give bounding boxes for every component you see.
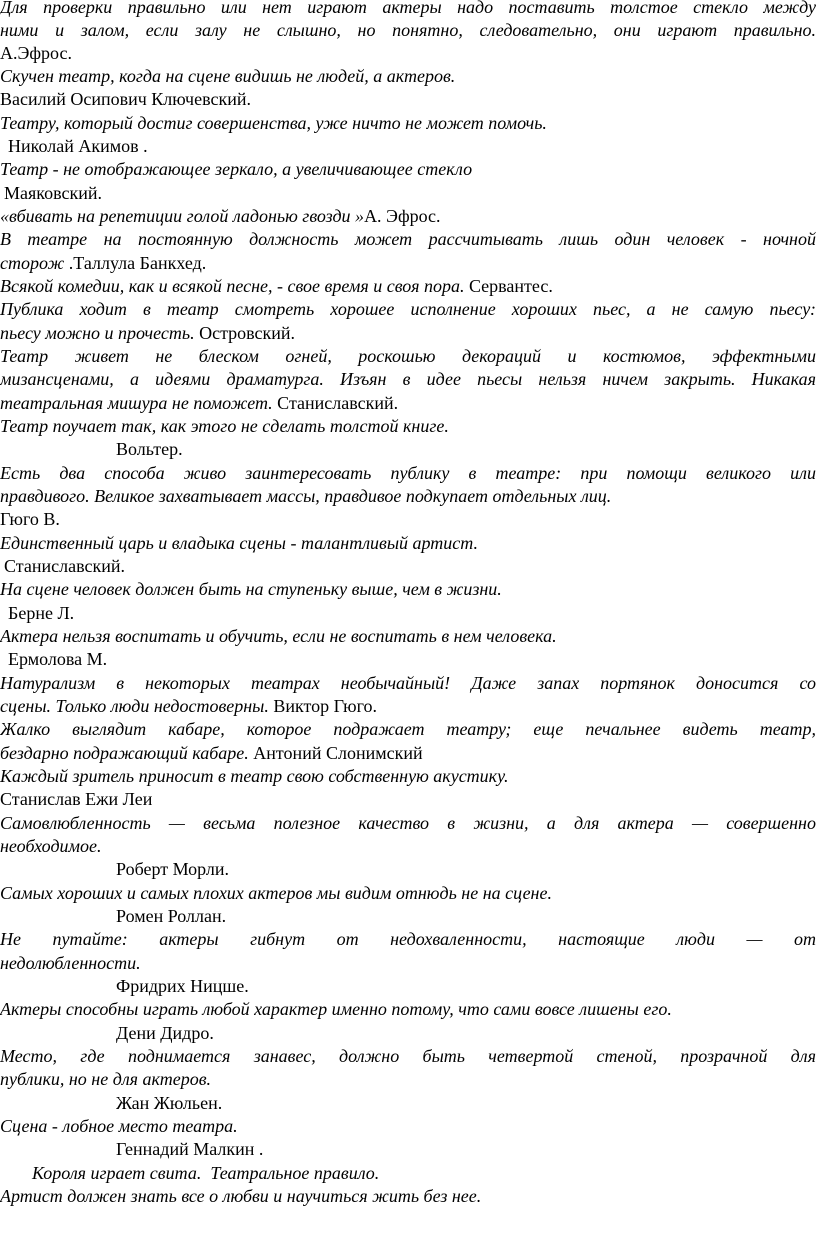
quote-23: Сцена - лобное место театра. xyxy=(0,1116,238,1136)
quote-18-line-2: необходимое. xyxy=(0,836,102,856)
quote-15-line-2: сцены. Только люди недостоверны. Виктор Гюго. xyxy=(0,696,378,716)
quote-8-line-2: пьесу можно и прочесть. Островский. xyxy=(0,323,296,343)
quote-11-line-1: Есть два способа живо заинтересовать публику в театре: при помощи великого или xyxy=(0,463,816,483)
quote-10: Театр поучает так, как этого не сделать толстой книге. xyxy=(0,416,449,436)
quote-17: Каждый зритель приносит в театр свою собственную акустику. xyxy=(0,766,509,786)
quote-10-author: Вольтер. xyxy=(116,439,183,459)
quote-19: Самых хороших и самых плохих актеров мы видим отнюдь не на сцене. xyxy=(0,883,552,903)
quote-1-line-2: ними и залом, если залу не слышно, но понятно, следовательно, они играют правильно. xyxy=(0,20,816,40)
quote-9-line-2: мизансценами, а идеями драматурга. Изъян в идее пьесы нельзя ничем закрыть. Никакая xyxy=(0,369,816,389)
quote-14-author: Ермолова М. xyxy=(8,649,108,669)
quote-18-author: Роберт Морли. xyxy=(116,859,230,879)
quote-4: Театр - не отображающее зеркало, а увеличивающее стекло xyxy=(0,159,473,179)
quote-8-line-1: Публика ходит в театр смотреть хорошее исполнение хороших пьес, а не самую пьесу: xyxy=(0,299,816,319)
quote-4-author: Маяковский. xyxy=(4,183,102,203)
quote-20-line-2: недолюбленности. xyxy=(0,953,141,973)
quote-2: Скучен театр, когда на сцене видишь не людей, а актеров. xyxy=(0,66,456,86)
quote-20-line-1: Не путайте: актеры гибнут от недохваленности, настоящие люди — от xyxy=(0,929,816,949)
quote-24: Короля играет свита. Театральное правило. xyxy=(32,1163,380,1183)
quote-11-line-2: правдивого. Великое захватывает массы, правдивое подкупает отдельных лиц. xyxy=(0,486,612,506)
quote-5: «вбивать на репетиции голой ладонью гвозди »А. Эфрос. xyxy=(0,206,441,226)
quote-13: На сцене человек должен быть на ступеньку выше, чем в жизни. xyxy=(0,579,502,599)
quote-15-line-1: Натурализм в некоторых театрах необычайный! Даже запах портянок доносится со xyxy=(0,673,816,693)
quote-1-author: А.Эфрос. xyxy=(0,43,72,63)
quote-12-author: Станиславский. xyxy=(4,556,125,576)
quote-22-author: Жан Жюльен. xyxy=(116,1093,223,1113)
quote-9-line-3: театральная мишура не поможет. Станиславский. xyxy=(0,393,399,413)
quote-6-line-1: В театре на постоянную должность может рассчитывать лишь один человек - ночной xyxy=(0,229,816,249)
quote-14: Актера нельзя воспитать и обучить, если не воспитать в нем человека. xyxy=(0,626,557,646)
quote-3-author: Николай Акимов . xyxy=(8,136,148,156)
quote-13-author: Берне Л. xyxy=(8,603,75,623)
quote-16-line-1: Жалко выглядит кабаре, которое подражает театру; еще печальнее видеть театр, xyxy=(0,719,816,739)
quote-12: Единственный царь и владыка сцены - талантливый артист. xyxy=(0,533,479,553)
quote-21-author: Дени Дидро. xyxy=(116,1023,214,1043)
quote-22-line-2: публики, но не для актеров. xyxy=(0,1069,212,1089)
quote-2-author: Василий Осипович Ключевский. xyxy=(0,89,251,109)
quote-9-line-1: Театр живет не блеском огней, роскошью декораций и костюмов, эффектными xyxy=(0,346,816,366)
quote-7: Всякой комедии, как и всякой песне, - свое время и своя пора. Сервантес. xyxy=(0,276,553,296)
quote-20-author: Фридрих Ницше. xyxy=(116,976,249,996)
quote-17-author: Станислав Ежи Леи xyxy=(0,789,153,809)
quote-16-line-2: бездарно подражающий кабаре. Антоний Слонимский xyxy=(0,743,423,763)
quote-3: Театру, который достиг совершенства, уже ничто не может помочь. xyxy=(0,113,547,133)
quote-18-line-1: Самовлюбленность — весьма полезное качество в жизни, а для актера — совершенно xyxy=(0,813,816,833)
quote-22-line-1: Место, где поднимается занавес, должно быть четвертой стеной, прозрачной для xyxy=(0,1046,816,1066)
quote-25: Артист должен знать все о любви и научиться жить без нее. xyxy=(0,1186,482,1206)
quote-19-author: Ромен Роллан. xyxy=(116,906,227,926)
quote-11-author: Гюго В. xyxy=(0,509,60,529)
quote-23-author: Геннадий Малкин . xyxy=(116,1139,264,1159)
quote-1-line-1: Для проверки правильно или нет играют актеры надо поставить толстое стекло между xyxy=(0,0,816,17)
quote-21: Актеры способны играть любой характер именно потому, что сами вовсе лишены его. xyxy=(0,999,672,1019)
quote-6-line-2: сторож .Таллула Банкхед. xyxy=(0,253,207,273)
